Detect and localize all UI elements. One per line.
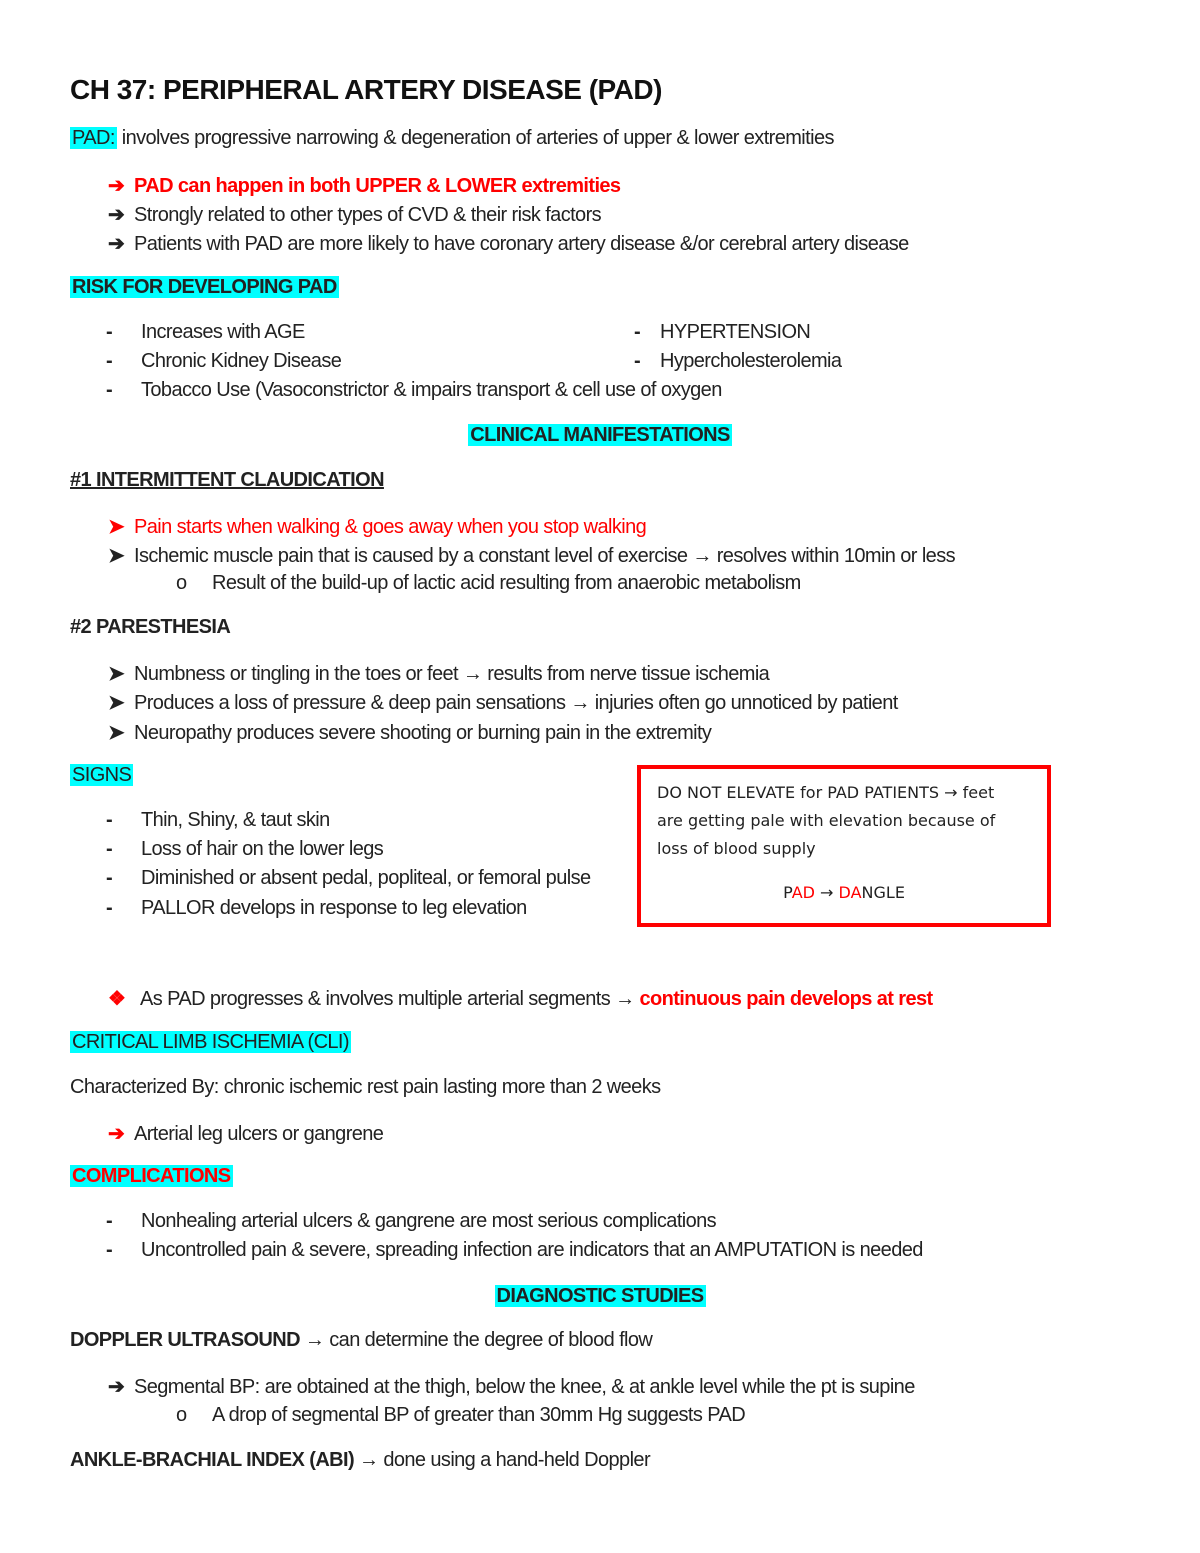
chevron-icon: ➤ [108, 516, 125, 538]
doppler-line: DOPPLER ULTRASOUND → can determine the degree of blood flow [70, 1329, 653, 1351]
dash-icon: - [106, 1210, 113, 1232]
risk-heading: RISK FOR DEVELOPING PAD [72, 276, 337, 298]
arrow-icon: ➔ [108, 233, 125, 255]
risk-item: - Tobacco Use (Vasoconstrictor & impairs transport & cell use of oxygen [106, 379, 722, 401]
dash-icon: - [106, 809, 113, 831]
abi-line: ANKLE-BRACHIAL INDEX (ABI) → done using a hand-held Doppler [70, 1449, 651, 1471]
risk-item: - Hypercholesterolemia [634, 350, 842, 372]
progression-point: ❖ As PAD progresses & involves multiple arterial segments → continuous pain develops at rest [108, 988, 933, 1010]
dash-icon: - [106, 350, 113, 372]
cli-heading: CRITICAL LIMB ISCHEMIA (CLI) [72, 1031, 349, 1053]
risk-item: - Chronic Kidney Disease [106, 350, 342, 372]
callout-line: DO NOT ELEVATE for PAD PATIENTS → feet [657, 783, 995, 802]
mnemonic: PAD → DANGLE [783, 883, 905, 902]
claudication-point: ➤ Ischemic muscle pain that is caused by a constant level of exercise → resolves within 10min or less [108, 545, 955, 567]
intro-point: ➔ Strongly related to other types of CVD & their risk factors [108, 204, 602, 226]
arrow-icon: ➔ [108, 1376, 125, 1398]
cli-point: ➔ Arterial leg ulcers or gangrene [108, 1123, 384, 1145]
arrow-icon: ➔ [108, 175, 125, 197]
paresthesia-heading: #2 PARESTHESIA [70, 616, 231, 638]
complications-heading: COMPLICATIONS [72, 1165, 231, 1187]
dash-icon: - [106, 838, 113, 860]
claudication-point: ➤ Pain starts when walking & goes away when you stop walking [108, 516, 647, 538]
chevron-icon: ➤ [108, 663, 125, 685]
dash-icon: - [106, 379, 113, 401]
clinical-heading: CLINICAL MANIFESTATIONS [470, 424, 730, 446]
complication-item: - Nonhealing arterial ulcers & gangrene are most serious complications [106, 1210, 717, 1232]
callout-line: loss of blood supply [657, 839, 816, 858]
claudication-subpoint: o Result of the build-up of lactic acid resulting from anaerobic metabolism [176, 572, 801, 594]
sign-item: - Thin, Shiny, & taut skin [106, 809, 330, 831]
segmental-point: ➔ Segmental BP: are obtained at the thigh, below the knee, & at ankle level while the pt is supine [108, 1376, 915, 1398]
signs-heading: SIGNS [72, 764, 132, 786]
pad-definition: PAD: involves progressive narrowing & degeneration of arteries of upper & lower extremities [72, 127, 834, 149]
paresthesia-point: ➤ Produces a loss of pressure & deep pain sensations → injuries often go unnoticed by patient [108, 692, 898, 714]
callout-box [637, 765, 1051, 927]
claudication-heading: #1 INTERMITTENT CLAUDICATION [70, 469, 384, 491]
dash-icon: - [106, 897, 113, 919]
dash-icon: - [106, 1239, 113, 1261]
callout-line: are getting pale with elevation because of [657, 811, 996, 830]
arrow-icon: ➔ [108, 1123, 125, 1145]
paresthesia-point: ➤ Numbness or tingling in the toes or feet → results from nerve tissue ischemia [108, 663, 770, 685]
sign-item: - Loss of hair on the lower legs [106, 838, 384, 860]
chevron-icon: ➤ [108, 692, 125, 714]
arrow-icon: ➔ [108, 204, 125, 226]
diamond-icon: ❖ [108, 988, 126, 1010]
pad-term: PAD: [72, 127, 115, 149]
page-title: CH 37: PERIPHERAL ARTERY DISEASE (PAD) [70, 74, 662, 105]
circle-icon: o [176, 1404, 187, 1426]
intro-point: ➔ PAD can happen in both UPPER & LOWER extremities [108, 175, 621, 197]
cli-text: Characterized By: chronic ischemic rest pain lasting more than 2 weeks [70, 1076, 661, 1098]
sign-item: - PALLOR develops in response to leg elevation [106, 897, 527, 919]
chevron-icon: ➤ [108, 545, 125, 567]
dash-icon: - [106, 867, 113, 889]
circle-icon: o [176, 572, 187, 594]
diagnostic-heading: DIAGNOSTIC STUDIES [496, 1285, 704, 1307]
dash-icon: - [634, 321, 641, 343]
dash-icon: - [106, 321, 113, 343]
segmental-subpoint: o A drop of segmental BP of greater than 30mm Hg suggests PAD [176, 1404, 746, 1426]
risk-item: - HYPERTENSION [634, 321, 811, 343]
intro-point: ➔ Patients with PAD are more likely to have coronary artery disease &/or cerebral artery disease [108, 233, 909, 255]
paresthesia-point: ➤ Neuropathy produces severe shooting or burning pain in the extremity [108, 722, 712, 744]
dash-icon: - [634, 350, 641, 372]
complication-item: - Uncontrolled pain & severe, spreading infection are indicators that an AMPUTATION is needed [106, 1239, 923, 1261]
risk-item: - Increases with AGE [106, 321, 305, 343]
sign-item: - Diminished or absent pedal, popliteal, or femoral pulse [106, 867, 591, 889]
chevron-icon: ➤ [108, 722, 125, 744]
